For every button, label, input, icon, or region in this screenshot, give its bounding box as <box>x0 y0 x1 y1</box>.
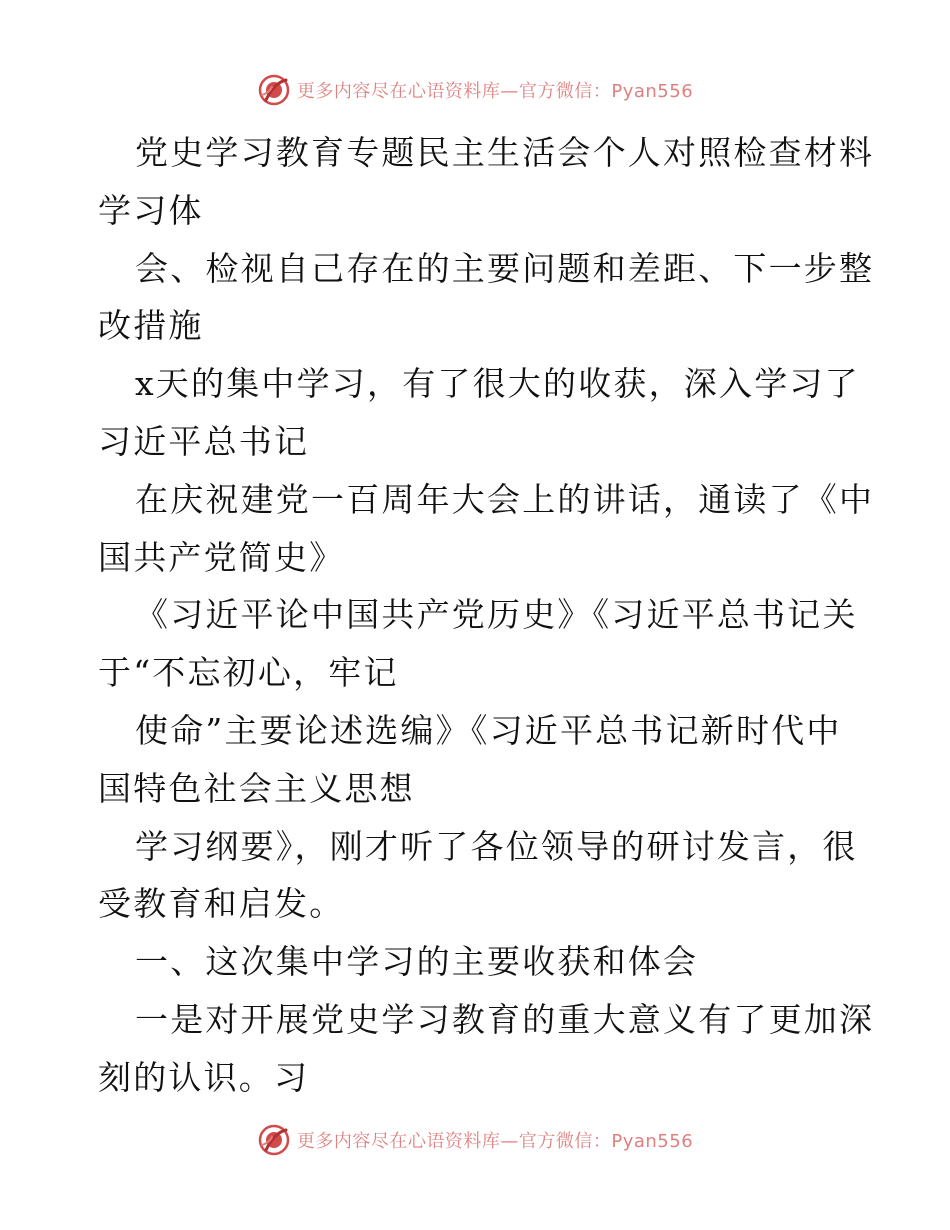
seal-logo-icon <box>257 1123 291 1157</box>
footer-watermark <box>0 1122 950 1158</box>
paragraph-line: 习近平总书记 <box>98 421 310 461</box>
watermark-text: 更多内容尽在心语资料库—官方微信：Pyan556 <box>296 1131 694 1152</box>
paragraph-line: 会、检视自己存在的主要问题和差距、下一步整 <box>135 248 875 288</box>
paragraph-line: 受教育和启发。 <box>98 884 345 924</box>
paragraph-line: 国共产党简史》 <box>98 537 345 577</box>
paragraph-line: 学习体 <box>98 190 204 230</box>
paragraph-line: 学习纲要》，刚才听了各位领导的研讨发言，很 <box>135 826 858 866</box>
document-body <box>98 124 875 1107</box>
watermark-text: 更多内容尽在心语资料库—官方微信：Pyan556 <box>296 81 694 102</box>
header-watermark <box>0 72 950 108</box>
paragraph-line: 刻的认识。习 <box>98 1057 310 1097</box>
section-heading: 一、这次集中学习的主要收获和体会 <box>135 942 699 982</box>
paragraph-line: 国特色社会主义思想 <box>98 768 415 808</box>
paragraph-line: x天的集中学习，有了很大的收获，深入学习了 <box>135 364 860 404</box>
paragraph-line: 在庆祝建党一百周年大会上的讲话，通读了《中 <box>135 479 875 519</box>
paragraph-line: 使命”主要论述选编》《习近平总书记新时代中 <box>135 710 842 750</box>
paragraph-line: 改措施 <box>98 306 204 346</box>
paragraph-line: 《习近平论中国共产党历史》《习近平总书记关 <box>135 595 858 635</box>
seal-logo-icon <box>257 73 291 107</box>
paragraph-line: 于“不忘初心，牢记 <box>98 653 399 693</box>
paragraph-line: 党史学习教育专题民主生活会个人对照检查材料 <box>135 133 875 172</box>
paragraph-line: 一是对开展党史学习教育的重大意义有了更加深 <box>135 999 875 1039</box>
